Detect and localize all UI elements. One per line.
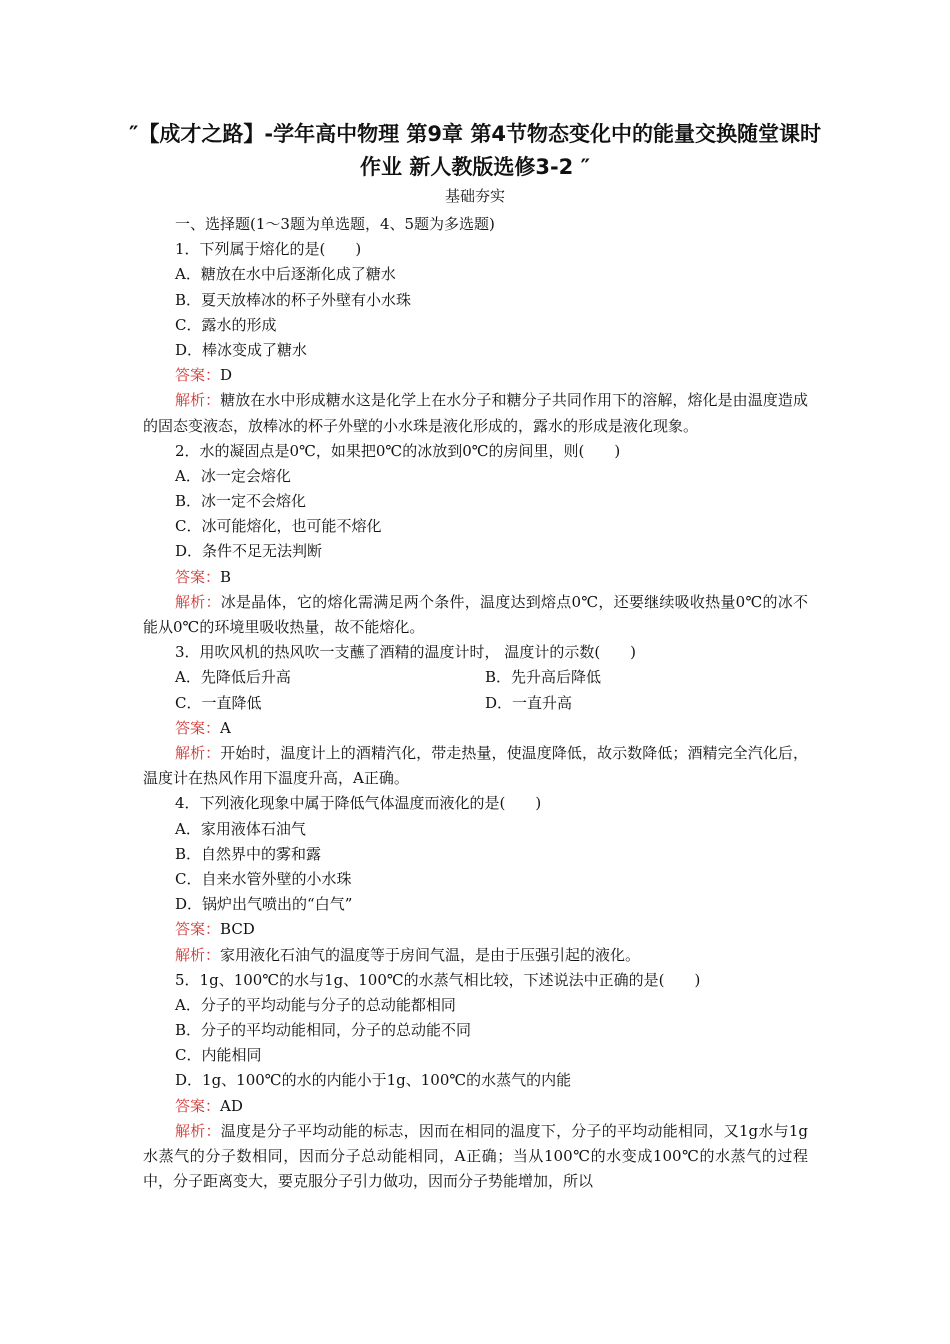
analysis-label: 解析： <box>175 945 221 964</box>
analysis-text: 开始时，温度计上的酒精汽化，带走热量，使温度降低，故示数降低；酒精完全汽化后，温度计在热风作用下温度升高，A正确。 <box>143 744 808 788</box>
option: D．条件不足无法判断 <box>175 542 323 561</box>
document-title: ″【成才之路】-学年高中物理 第9章 第4节物态变化中的能量交换随堂课时作业 新人教版选修3-2 ″ <box>129 122 821 179</box>
question-stem: 5．1g、100℃的水与1g、100℃的水蒸气相比较，下述说法中正确的是( ) <box>175 970 701 989</box>
answer-line <box>143 565 808 590</box>
option: C．冰可能熔化，也可能不熔化 <box>175 517 382 536</box>
option: D．1g、100℃的水的内能小于1g、100℃的水蒸气的内能 <box>175 1071 572 1090</box>
option: C．自来水管外壁的小水珠 <box>175 869 352 888</box>
answer-line <box>143 1094 808 1119</box>
option: A．先降低后升高 <box>175 668 291 687</box>
document-body <box>143 212 808 1194</box>
question-stem: 1．下列属于熔化的是( ) <box>175 240 362 259</box>
question-stem: 3．用吹风机的热风吹一支蘸了酒精的温度计时， 温度计的示数( ) <box>175 643 637 662</box>
answer-label: 答案： <box>175 1096 221 1115</box>
part-heading: 一、选择题(1～3题为单选题，4、5题为多选题) <box>175 215 495 233</box>
option-row <box>143 691 808 716</box>
question-stem: 4．下列液化现象中属于降低气体温度而液化的是( ) <box>175 794 542 813</box>
analysis-label: 解析： <box>175 1121 221 1140</box>
analysis-paragraph <box>143 1119 808 1195</box>
option: B．自然界中的雾和露 <box>175 844 322 863</box>
answer-line <box>143 363 808 388</box>
analysis-paragraph <box>143 943 808 968</box>
option: A．冰一定会熔化 <box>175 466 291 485</box>
section-heading: 基础夯实 <box>444 187 505 205</box>
answer-label: 答案： <box>175 718 221 737</box>
option: A．家用液体石油气 <box>175 819 306 838</box>
analysis-text: 家用液化石油气的温度等于房间气温，是由于压强引起的液化。 <box>220 945 641 964</box>
answer-value: AD <box>220 1096 243 1115</box>
analysis-label: 解析： <box>175 391 221 410</box>
answer-value: A <box>220 718 231 737</box>
option: C．一直降低 <box>175 693 262 712</box>
answer-line <box>143 917 808 942</box>
answer-line <box>143 716 808 741</box>
analysis-text: 糖放在水中形成糖水这是化学上在水分子和糖分子共同作用下的溶解，熔化是由温度造成的固态变液态，放棒冰的杯子外壁的小水珠是液化形成的，露水的形成是液化现象。 <box>143 391 808 435</box>
analysis-label: 解析： <box>175 744 221 762</box>
option: D．一直升高 <box>485 693 573 712</box>
answer-value: BCD <box>220 920 255 939</box>
option: B．先升高后降低 <box>485 668 602 687</box>
option: C．露水的形成 <box>175 315 277 334</box>
option: B．夏天放棒冰的杯子外壁有小水珠 <box>175 290 412 309</box>
analysis-text: 温度是分子平均动能的标志，因而在相同的温度下，分子的平均动能相同，又1g水与1g水蒸气的分子数相同，因而分子总动能相同，A正确；当从100℃的水变成100℃的水蒸气的过程中，分子距离变大，要克服分子引力做功，因而分子势能增加，所以 <box>143 1121 808 1191</box>
option: D．棒冰变成了糖水 <box>175 340 308 359</box>
option-row <box>143 665 808 690</box>
option: A．分子的平均动能与分子的总动能都相同 <box>175 995 456 1014</box>
option: B．分子的平均动能相同，分子的总动能不同 <box>175 1021 472 1040</box>
analysis-label: 解析： <box>175 592 221 611</box>
answer-label: 答案： <box>175 366 221 385</box>
answer-label: 答案： <box>175 567 221 586</box>
option: D．锅炉出气喷出的“白气” <box>175 895 353 914</box>
option: A．糖放在水中后逐渐化成了糖水 <box>175 265 396 284</box>
option: C．内能相同 <box>175 1046 262 1065</box>
question-stem: 2．水的凝固点是0℃，如果把0℃的冰放到0℃的房间里，则( ) <box>175 441 621 460</box>
answer-value: D <box>220 366 233 385</box>
answer-value: B <box>220 567 232 586</box>
analysis-text: 冰是晶体，它的熔化需满足两个条件，温度达到熔点0℃，还要继续吸收热量0℃的冰不能从0℃的环境里吸收热量，故不能熔化。 <box>143 592 808 637</box>
answer-label: 答案： <box>175 920 221 939</box>
analysis-paragraph <box>143 590 808 640</box>
analysis-paragraph <box>143 388 808 438</box>
option: B．冰一定不会熔化 <box>175 492 307 511</box>
analysis-paragraph <box>143 741 808 791</box>
